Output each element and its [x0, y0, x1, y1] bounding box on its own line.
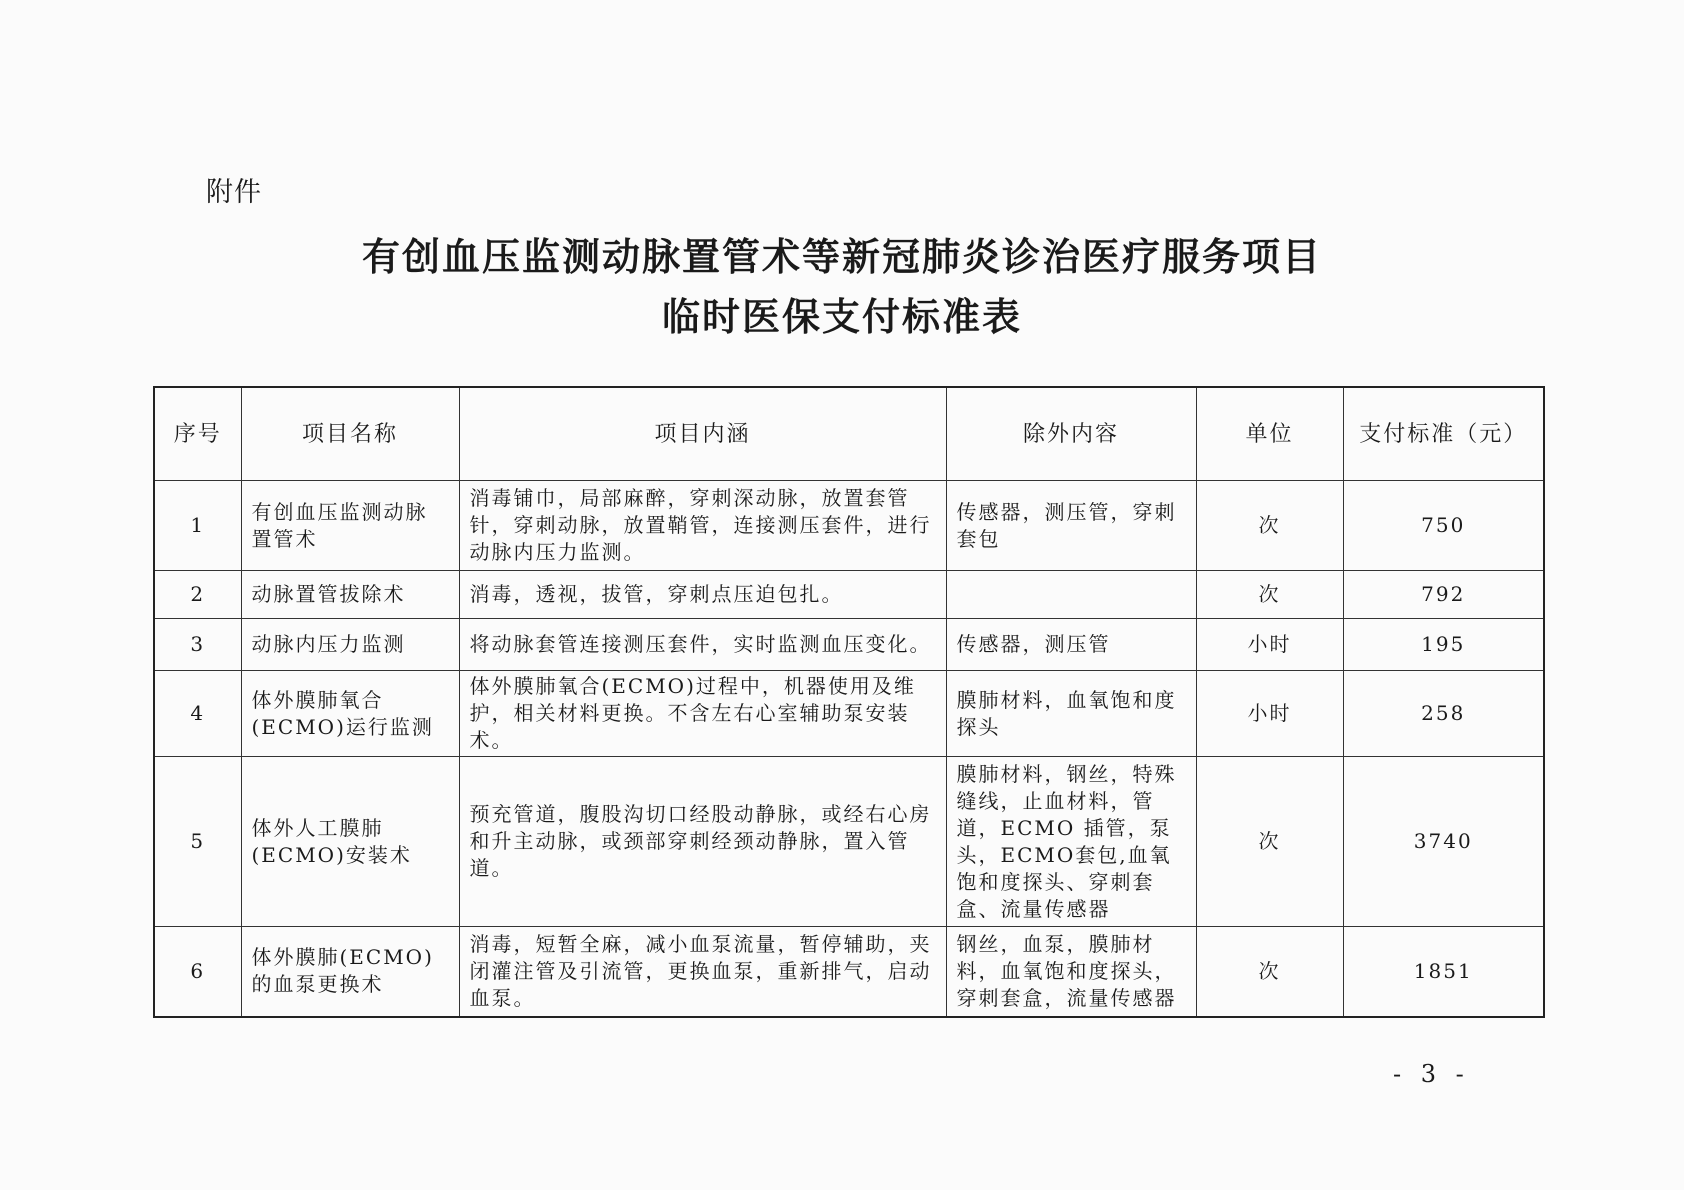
- row-content: 消毒，透视，拔管，穿刺点压迫包扎。: [459, 571, 946, 619]
- row-no: 1: [154, 481, 241, 571]
- header-no: 序号: [154, 387, 241, 481]
- row-content: 预充管道，腹股沟切口经股动静脉，或经右心房和升主动脉，或颈部穿刺经颈动静脉，置入管道。: [459, 757, 946, 927]
- row-unit: 次: [1196, 481, 1343, 571]
- row-price: 3740: [1343, 757, 1544, 927]
- header-price: 支付标准（元）: [1343, 387, 1544, 481]
- header-unit: 单位: [1196, 387, 1343, 481]
- payment-standard-table: [153, 386, 1545, 1018]
- row-no: 3: [154, 619, 241, 671]
- row-name: 体外人工膜肺(ECMO)安装术: [241, 757, 459, 927]
- document-title-line2: 临时医保支付标准表: [661, 295, 1022, 339]
- table-row: [154, 571, 1544, 619]
- row-price: 750: [1343, 481, 1544, 571]
- attachment-label: 附件: [206, 177, 262, 208]
- row-no: 5: [154, 757, 241, 927]
- row-price: 195: [1343, 619, 1544, 671]
- row-exclusions: 膜肺材料，钢丝，特殊缝线，止血材料，管道，ECMO 插管，泵头，ECMO套包,血氧饱和度探头、穿刺套盒、流量传感器: [946, 757, 1196, 927]
- row-exclusions: 传感器，测压管: [946, 619, 1196, 671]
- table-header-row: [154, 387, 1544, 481]
- row-unit: 次: [1196, 927, 1343, 1017]
- table-row: [154, 927, 1544, 1017]
- row-exclusions: 传感器，测压管，穿刺套包: [946, 481, 1196, 571]
- table-row: [154, 671, 1544, 757]
- row-no: 2: [154, 571, 241, 619]
- row-unit: 次: [1196, 571, 1343, 619]
- header-item-name: 项目名称: [241, 387, 459, 481]
- document-title-line1: 有创血压监测动脉置管术等新冠肺炎诊治医疗服务项目: [361, 235, 1322, 279]
- table-row: [154, 619, 1544, 671]
- row-price: 1851: [1343, 927, 1544, 1017]
- row-content: 消毒铺巾，局部麻醉，穿刺深动脉，放置套管针，穿刺动脉，放置鞘管，连接测压套件，进行动脉内压力监测。: [459, 481, 946, 571]
- row-content: 体外膜肺氧合(ECMO)过程中，机器使用及维护，相关材料更换。不含左右心室辅助泵安装术。: [459, 671, 946, 757]
- row-name: 体外膜肺(ECMO)的血泵更换术: [241, 927, 459, 1017]
- row-unit: 次: [1196, 757, 1343, 927]
- row-no: 4: [154, 671, 241, 757]
- row-name: 体外膜肺氧合(ECMO)运行监测: [241, 671, 459, 757]
- row-name: 动脉内压力监测: [241, 619, 459, 671]
- row-price: 792: [1343, 571, 1544, 619]
- header-exclusions: 除外内容: [946, 387, 1196, 481]
- row-price: 258: [1343, 671, 1544, 757]
- row-exclusions: [946, 571, 1196, 619]
- table-row: [154, 481, 1544, 571]
- row-no: 6: [154, 927, 241, 1017]
- row-content: 消毒，短暂全麻，减小血泵流量，暂停辅助，夹闭灌注管及引流管，更换血泵，重新排气，启动血泵。: [459, 927, 946, 1017]
- page-number: - 3 -: [1393, 1060, 1470, 1088]
- header-item-content: 项目内涵: [459, 387, 946, 481]
- row-exclusions: 膜肺材料，血氧饱和度探头: [946, 671, 1196, 757]
- row-name: 动脉置管拔除术: [241, 571, 459, 619]
- row-content: 将动脉套管连接测压套件，实时监测血压变化。: [459, 619, 946, 671]
- row-unit: 小时: [1196, 619, 1343, 671]
- table-row: [154, 757, 1544, 927]
- row-exclusions: 钢丝，血泵，膜肺材料，血氧饱和度探头，穿刺套盒，流量传感器: [946, 927, 1196, 1017]
- row-unit: 小时: [1196, 671, 1343, 757]
- row-name: 有创血压监测动脉置管术: [241, 481, 459, 571]
